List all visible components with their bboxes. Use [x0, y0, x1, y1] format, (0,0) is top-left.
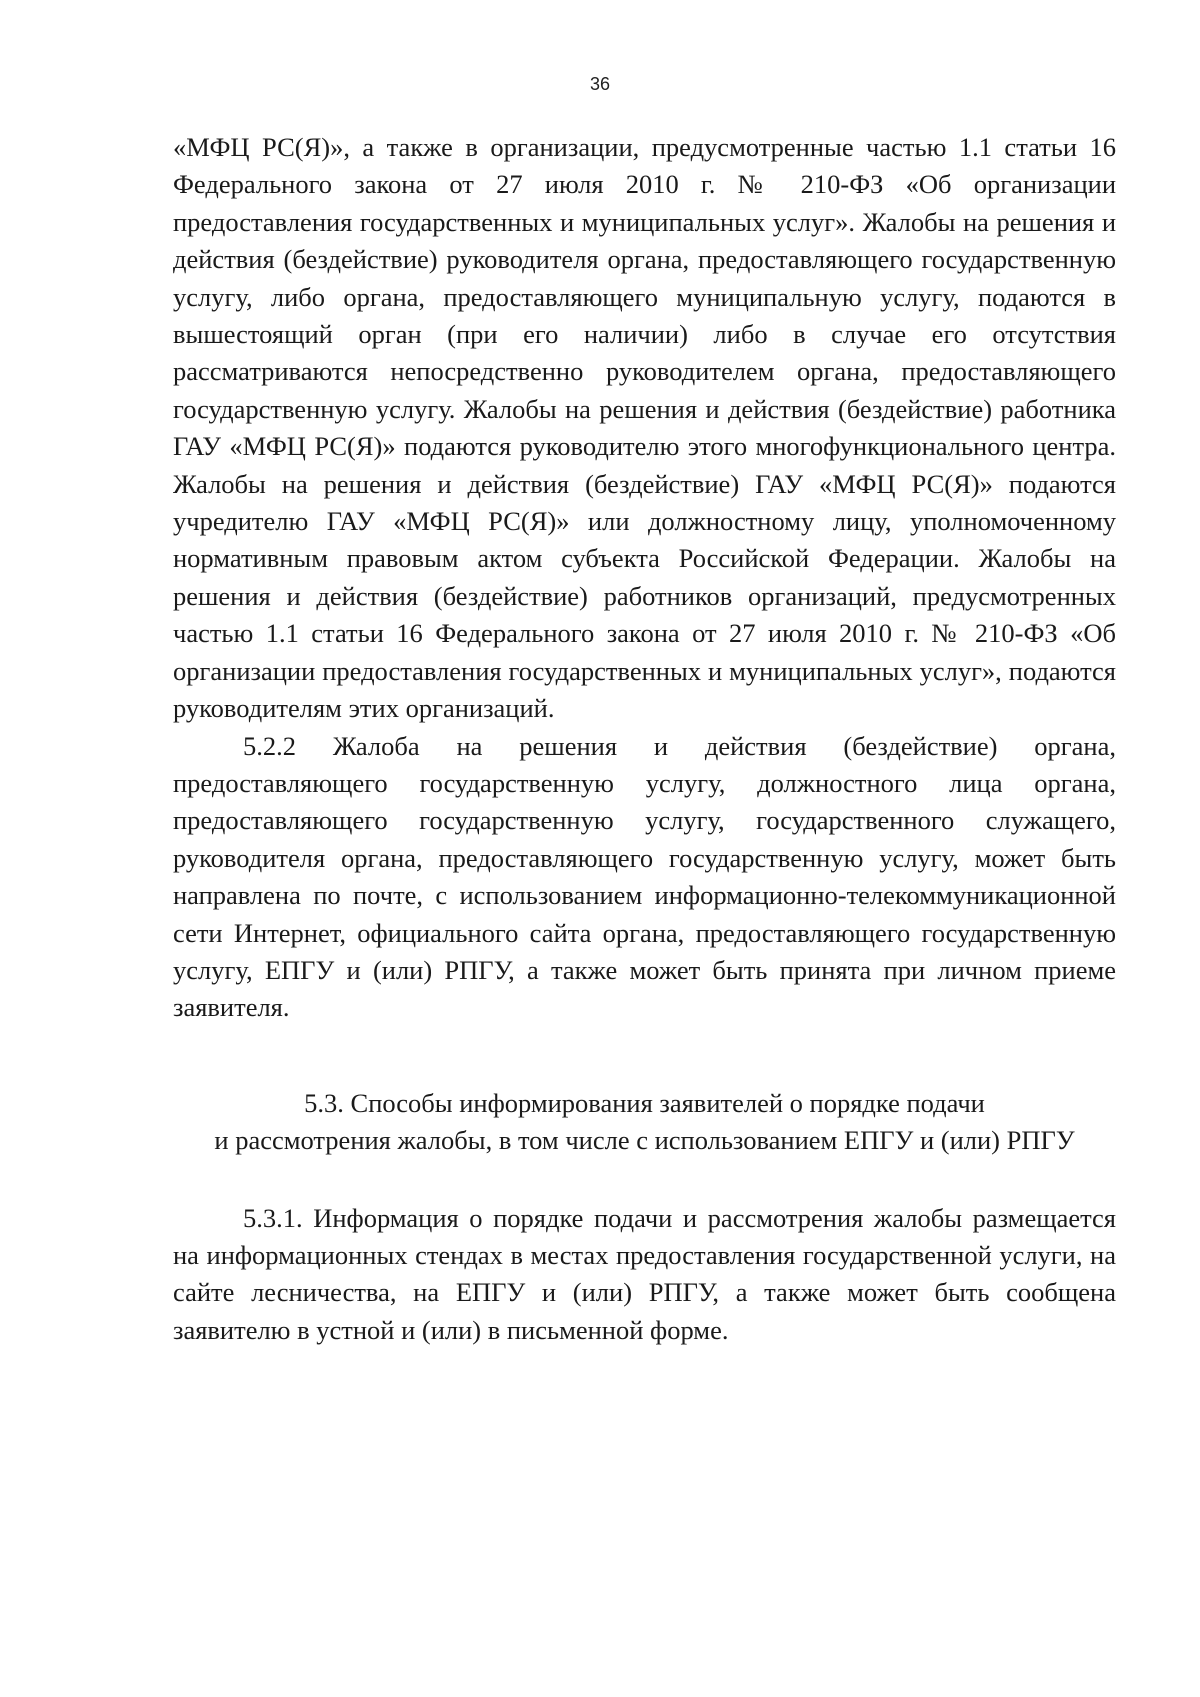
section-heading-line-2: и рассмотрения жалобы, в том числе с использованием ЕПГУ и (или) РПГУ — [214, 1125, 1075, 1156]
section-heading-5-3 — [173, 1085, 1116, 1160]
section-heading-line-1: 5.3. Способы информирования заявителей о порядке подачи — [304, 1087, 985, 1118]
paragraph-continuation: «МФЦ РС(Я)», а также в организации, предусмотренные частью 1.1 статьи 16 Федерального закона от 27 июля 2010 г. № 210-ФЗ «Об организации предоставления государственных и муниципальных услуг». Жалобы на решения и действия (бездействие) руководителя органа, предоставляющего государственную услугу, либо органа, предоставляющего муниципальную услугу, подаются в вышестоящий орган (при его наличии) либо в случае его отсутствия рассматриваются непосредственно руководителем органа, предоставляющего государственную услугу. Жалобы на решения и действия (бездействие) работника ГАУ «МФЦ РС(Я)» подаются руководителю этого многофункционального центра. Жалобы на решения и действия (бездействие) ГАУ «МФЦ РС(Я)» подаются учредителю ГАУ «МФЦ РС(Я)» или должностному лицу, уполномоченному нормативным правовым актом субъекта Российской Федерации. Жалобы на решения и действия (бездействие) работников организаций, предусмотренных частью 1.1 статьи 16 Федерального закона от 27 июля 2010 г. № 210-ФЗ «Об организации предоставления государственных и муниципальных услуг», подаются руководителям этих организаций. — [173, 132, 1116, 724]
document-body — [173, 129, 1116, 1349]
paragraph-5-2-2: 5.2.2 Жалоба на решения и действия (бездействие) органа, предоставляющего государственную услугу, должностного лица органа, предоставляющего государственную услугу, государственного служащего, руководителя органа, предоставляющего государственную услугу, может быть направлена по почте, с использованием информационно-телекоммуникационной сети Интернет, официального сайта органа, предоставляющего государственную услугу, ЕПГУ и (или) РПГУ, а также может быть принята при личном приеме заявителя. — [173, 730, 1116, 1023]
page-number: 36 — [589, 74, 611, 94]
paragraph-5-3-1: 5.3.1. Информация о порядке подачи и рассмотрения жалобы размещается на информационных стендах в местах предоставления государственной услуги, на сайте лесничества, на ЕПГУ и (или) РПГУ, а также может быть сообщена заявителю в устной и (или) в письменной форме. — [173, 1202, 1116, 1345]
